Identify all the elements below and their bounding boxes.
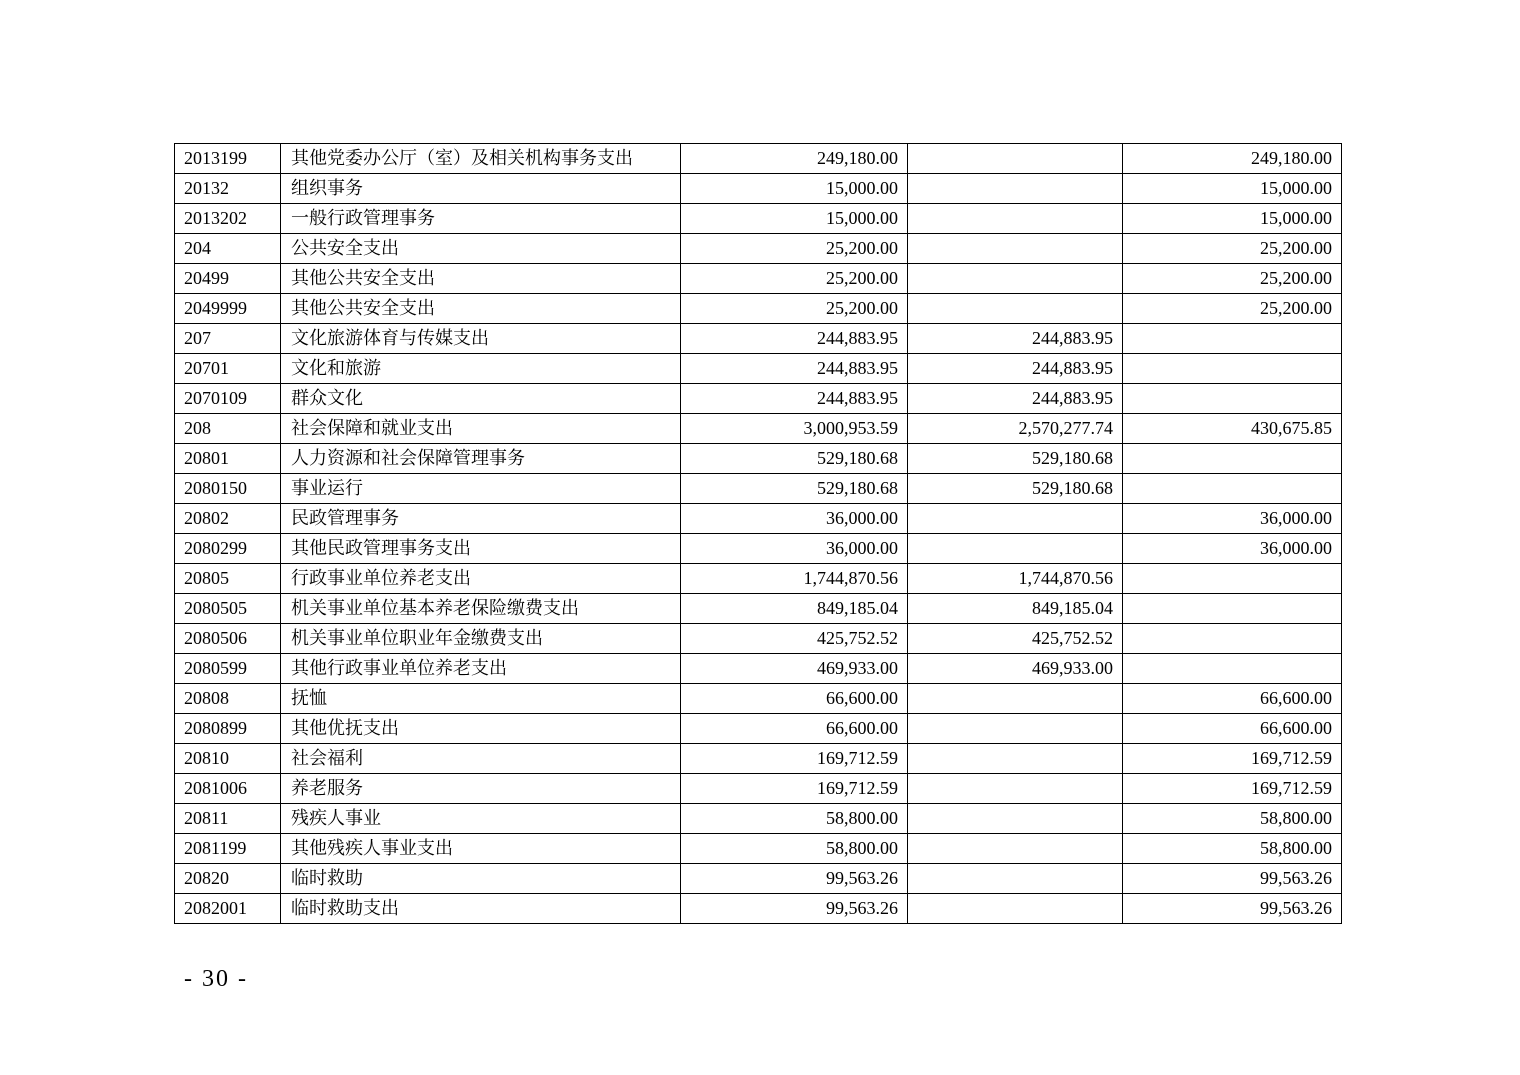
cell-total: 36,000.00 bbox=[681, 534, 908, 564]
cell-project: 36,000.00 bbox=[1123, 504, 1342, 534]
cell-total: 469,933.00 bbox=[681, 654, 908, 684]
cell-name: 其他行政事业单位养老支出 bbox=[281, 654, 681, 684]
cell-basic bbox=[908, 684, 1123, 714]
cell-project bbox=[1123, 444, 1342, 474]
cell-basic bbox=[908, 234, 1123, 264]
cell-project bbox=[1123, 384, 1342, 414]
table-row bbox=[175, 444, 1342, 474]
table-row bbox=[175, 594, 1342, 624]
cell-code: 2080506 bbox=[175, 624, 281, 654]
cell-project: 15,000.00 bbox=[1123, 204, 1342, 234]
cell-basic bbox=[908, 834, 1123, 864]
cell-basic: 244,883.95 bbox=[908, 384, 1123, 414]
table-row bbox=[175, 714, 1342, 744]
cell-total: 99,563.26 bbox=[681, 864, 908, 894]
cell-total: 66,600.00 bbox=[681, 684, 908, 714]
table-row bbox=[175, 804, 1342, 834]
cell-basic: 1,744,870.56 bbox=[908, 564, 1123, 594]
cell-name: 文化和旅游 bbox=[281, 354, 681, 384]
cell-project: 66,600.00 bbox=[1123, 714, 1342, 744]
cell-basic: 244,883.95 bbox=[908, 324, 1123, 354]
cell-basic bbox=[908, 534, 1123, 564]
cell-total: 169,712.59 bbox=[681, 774, 908, 804]
cell-total: 58,800.00 bbox=[681, 834, 908, 864]
cell-basic: 529,180.68 bbox=[908, 474, 1123, 504]
cell-project bbox=[1123, 354, 1342, 384]
cell-total: 25,200.00 bbox=[681, 264, 908, 294]
cell-code: 2070109 bbox=[175, 384, 281, 414]
cell-code: 208 bbox=[175, 414, 281, 444]
cell-project: 169,712.59 bbox=[1123, 744, 1342, 774]
cell-project bbox=[1123, 324, 1342, 354]
cell-total: 15,000.00 bbox=[681, 174, 908, 204]
cell-code: 20701 bbox=[175, 354, 281, 384]
cell-name: 社会保障和就业支出 bbox=[281, 414, 681, 444]
cell-project bbox=[1123, 594, 1342, 624]
table-row bbox=[175, 204, 1342, 234]
cell-basic bbox=[908, 894, 1123, 924]
cell-name: 机关事业单位职业年金缴费支出 bbox=[281, 624, 681, 654]
cell-project: 25,200.00 bbox=[1123, 234, 1342, 264]
cell-project: 169,712.59 bbox=[1123, 774, 1342, 804]
cell-basic: 849,185.04 bbox=[908, 594, 1123, 624]
cell-code: 20802 bbox=[175, 504, 281, 534]
cell-code: 20805 bbox=[175, 564, 281, 594]
cell-code: 207 bbox=[175, 324, 281, 354]
cell-total: 249,180.00 bbox=[681, 144, 908, 174]
table-row bbox=[175, 654, 1342, 684]
table-row bbox=[175, 324, 1342, 354]
cell-basic bbox=[908, 774, 1123, 804]
cell-code: 2080299 bbox=[175, 534, 281, 564]
cell-code: 20132 bbox=[175, 174, 281, 204]
cell-name: 事业运行 bbox=[281, 474, 681, 504]
cell-name: 其他党委办公厅（室）及相关机构事务支出 bbox=[281, 144, 681, 174]
table-row bbox=[175, 684, 1342, 714]
cell-project bbox=[1123, 624, 1342, 654]
cell-code: 20811 bbox=[175, 804, 281, 834]
cell-total: 58,800.00 bbox=[681, 804, 908, 834]
budget-table bbox=[174, 143, 1342, 924]
cell-name: 机关事业单位基本养老保险缴费支出 bbox=[281, 594, 681, 624]
cell-basic: 244,883.95 bbox=[908, 354, 1123, 384]
table-row bbox=[175, 414, 1342, 444]
cell-basic bbox=[908, 264, 1123, 294]
cell-total: 244,883.95 bbox=[681, 324, 908, 354]
cell-name: 社会福利 bbox=[281, 744, 681, 774]
page-number: - 30 - bbox=[184, 966, 248, 992]
cell-basic bbox=[908, 144, 1123, 174]
cell-code: 20808 bbox=[175, 684, 281, 714]
cell-name: 行政事业单位养老支出 bbox=[281, 564, 681, 594]
cell-code: 2013199 bbox=[175, 144, 281, 174]
cell-name: 临时救助支出 bbox=[281, 894, 681, 924]
cell-code: 20820 bbox=[175, 864, 281, 894]
table-row bbox=[175, 864, 1342, 894]
cell-total: 425,752.52 bbox=[681, 624, 908, 654]
cell-project bbox=[1123, 564, 1342, 594]
cell-project: 430,675.85 bbox=[1123, 414, 1342, 444]
cell-project: 36,000.00 bbox=[1123, 534, 1342, 564]
cell-code: 2081006 bbox=[175, 774, 281, 804]
table-row bbox=[175, 294, 1342, 324]
cell-basic bbox=[908, 804, 1123, 834]
cell-basic bbox=[908, 744, 1123, 774]
cell-project: 66,600.00 bbox=[1123, 684, 1342, 714]
table-row bbox=[175, 774, 1342, 804]
table-row bbox=[175, 174, 1342, 204]
cell-project: 25,200.00 bbox=[1123, 294, 1342, 324]
cell-total: 99,563.26 bbox=[681, 894, 908, 924]
cell-code: 2013202 bbox=[175, 204, 281, 234]
cell-name: 残疾人事业 bbox=[281, 804, 681, 834]
table-row bbox=[175, 504, 1342, 534]
cell-total: 36,000.00 bbox=[681, 504, 908, 534]
cell-name: 其他公共安全支出 bbox=[281, 264, 681, 294]
cell-code: 204 bbox=[175, 234, 281, 264]
table-row bbox=[175, 264, 1342, 294]
cell-basic bbox=[908, 174, 1123, 204]
cell-basic: 2,570,277.74 bbox=[908, 414, 1123, 444]
cell-code: 20810 bbox=[175, 744, 281, 774]
cell-name: 公共安全支出 bbox=[281, 234, 681, 264]
cell-basic bbox=[908, 294, 1123, 324]
cell-total: 529,180.68 bbox=[681, 444, 908, 474]
cell-total: 66,600.00 bbox=[681, 714, 908, 744]
cell-basic: 469,933.00 bbox=[908, 654, 1123, 684]
cell-basic bbox=[908, 204, 1123, 234]
table-body bbox=[175, 144, 1342, 924]
cell-code: 2049999 bbox=[175, 294, 281, 324]
cell-project: 25,200.00 bbox=[1123, 264, 1342, 294]
cell-name: 临时救助 bbox=[281, 864, 681, 894]
cell-basic bbox=[908, 864, 1123, 894]
cell-basic bbox=[908, 504, 1123, 534]
cell-code: 2080899 bbox=[175, 714, 281, 744]
cell-basic: 529,180.68 bbox=[908, 444, 1123, 474]
cell-name: 文化旅游体育与传媒支出 bbox=[281, 324, 681, 354]
table-row bbox=[175, 894, 1342, 924]
cell-total: 849,185.04 bbox=[681, 594, 908, 624]
cell-project: 15,000.00 bbox=[1123, 174, 1342, 204]
cell-name: 民政管理事务 bbox=[281, 504, 681, 534]
cell-total: 244,883.95 bbox=[681, 354, 908, 384]
table-row bbox=[175, 834, 1342, 864]
cell-code: 2080599 bbox=[175, 654, 281, 684]
table-row bbox=[175, 144, 1342, 174]
cell-name: 群众文化 bbox=[281, 384, 681, 414]
cell-code: 20499 bbox=[175, 264, 281, 294]
cell-code: 2080150 bbox=[175, 474, 281, 504]
cell-name: 抚恤 bbox=[281, 684, 681, 714]
table-row bbox=[175, 744, 1342, 774]
cell-name: 其他民政管理事务支出 bbox=[281, 534, 681, 564]
table-row bbox=[175, 534, 1342, 564]
cell-total: 244,883.95 bbox=[681, 384, 908, 414]
cell-total: 3,000,953.59 bbox=[681, 414, 908, 444]
cell-name: 养老服务 bbox=[281, 774, 681, 804]
cell-total: 169,712.59 bbox=[681, 744, 908, 774]
cell-project: 58,800.00 bbox=[1123, 834, 1342, 864]
cell-name: 其他优抚支出 bbox=[281, 714, 681, 744]
cell-total: 25,200.00 bbox=[681, 234, 908, 264]
cell-code: 2082001 bbox=[175, 894, 281, 924]
table-row bbox=[175, 474, 1342, 504]
cell-project bbox=[1123, 654, 1342, 684]
cell-total: 1,744,870.56 bbox=[681, 564, 908, 594]
table-row bbox=[175, 384, 1342, 414]
cell-total: 25,200.00 bbox=[681, 294, 908, 324]
cell-name: 其他公共安全支出 bbox=[281, 294, 681, 324]
table-row bbox=[175, 624, 1342, 654]
cell-project: 58,800.00 bbox=[1123, 804, 1342, 834]
cell-project: 249,180.00 bbox=[1123, 144, 1342, 174]
cell-basic bbox=[908, 714, 1123, 744]
cell-project bbox=[1123, 474, 1342, 504]
cell-code: 2080505 bbox=[175, 594, 281, 624]
cell-project: 99,563.26 bbox=[1123, 864, 1342, 894]
table-row bbox=[175, 234, 1342, 264]
table-row bbox=[175, 354, 1342, 384]
cell-name: 人力资源和社会保障管理事务 bbox=[281, 444, 681, 474]
cell-name: 组织事务 bbox=[281, 174, 681, 204]
cell-project: 99,563.26 bbox=[1123, 894, 1342, 924]
cell-total: 15,000.00 bbox=[681, 204, 908, 234]
cell-code: 20801 bbox=[175, 444, 281, 474]
cell-code: 2081199 bbox=[175, 834, 281, 864]
cell-name: 一般行政管理事务 bbox=[281, 204, 681, 234]
cell-name: 其他残疾人事业支出 bbox=[281, 834, 681, 864]
table-row bbox=[175, 564, 1342, 594]
cell-basic: 425,752.52 bbox=[908, 624, 1123, 654]
cell-total: 529,180.68 bbox=[681, 474, 908, 504]
